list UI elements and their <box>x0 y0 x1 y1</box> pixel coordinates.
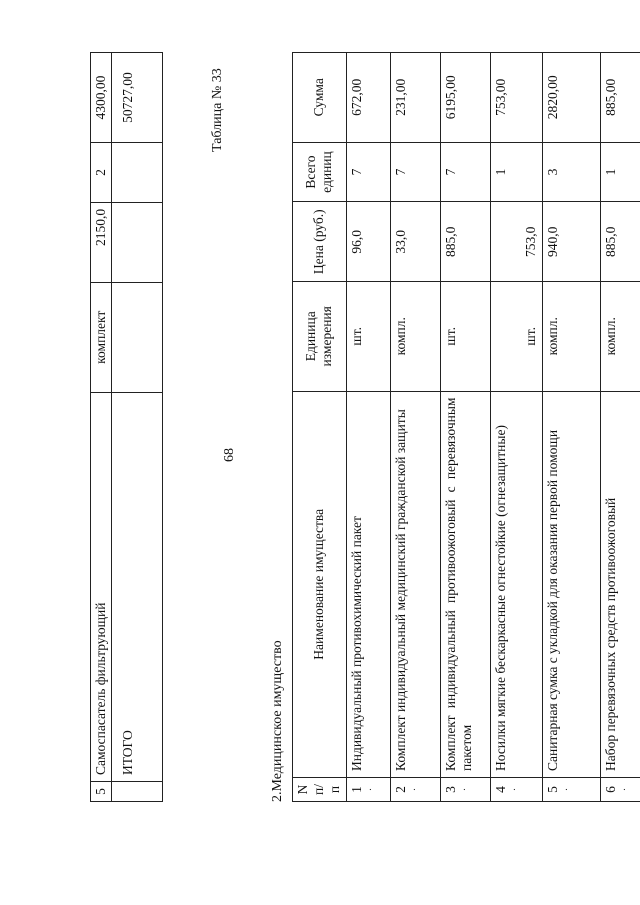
cell-unit: комплект <box>91 282 112 392</box>
header-num: N п/п <box>293 778 347 802</box>
cell-qty: 7 <box>440 142 490 202</box>
cell-qty: 2 <box>91 142 112 202</box>
cell-qty: 1 <box>490 142 542 202</box>
header-row <box>293 53 347 802</box>
cell-price: 885,0 <box>440 202 490 282</box>
rotated-page <box>30 22 628 882</box>
cell-qty: 3 <box>542 142 600 202</box>
header-sum: Сумма <box>293 53 347 143</box>
cell-unit: компл. <box>600 282 640 392</box>
total-row <box>112 53 163 802</box>
cell-qty: 7 <box>390 142 440 202</box>
cell-num: 4 <box>492 786 508 793</box>
cell-sum: 672,00 <box>346 53 390 143</box>
cell-unit: шт. <box>346 282 390 392</box>
cell-name: Индивидуальный противохимический пакет <box>346 391 390 777</box>
table-row: 4 . Носилки мягкие бескаркасные огнестойкие (огнезащитные) шт. 753,0 1 753,00 <box>490 53 542 802</box>
table-row: 6 . Набор перевязочных средств противоожоговый компл. 885,0 1 885,00 <box>600 53 640 802</box>
table-row: 1 . Индивидуальный противохимический пакет шт. 96,0 7 672,00 <box>346 53 390 802</box>
total-label: ИТОГО <box>112 392 163 781</box>
medical-table <box>292 52 640 802</box>
cell-num: 3 <box>442 786 458 793</box>
cell-name: Комплект индивидуальный медицинский гражданской защиты <box>390 391 440 777</box>
table-row: 5 . Санитарная сумка с укладкой для оказания первой помощи компл. 940,0 3 2820,00 <box>542 53 600 802</box>
table-row <box>91 53 112 802</box>
cell-unit: шт. <box>440 282 490 392</box>
header-qty: Всего единиц <box>293 142 347 202</box>
cell-name: Санитарная сумка с укладкой для оказания первой помощи <box>542 391 600 777</box>
cell-name: Набор перевязочных средств противоожоговый <box>600 391 640 777</box>
cell-sum: 4300,00 <box>91 53 112 143</box>
cell-sum: 753,00 <box>490 53 542 143</box>
previous-table <box>90 52 163 802</box>
cell-price: 753,0 <box>490 202 542 282</box>
cell-name: Носилки мягкие бескаркасные огнестойкие (огнезащитные) <box>490 391 542 777</box>
cell-name: Комплект индивидуальный противоожоговый с перевязочным пакетом <box>440 391 490 777</box>
cell-num: 1 <box>348 786 364 793</box>
cell-sum: 6195,00 <box>440 53 490 143</box>
cell-price: 885,0 <box>600 202 640 282</box>
cell-num: 5 <box>544 786 560 793</box>
cell-sum: 885,00 <box>600 53 640 143</box>
table-caption: Таблица № 33 <box>210 68 225 152</box>
cell-unit: шт. <box>490 282 542 392</box>
cell-unit: компл. <box>390 282 440 392</box>
cell-num: 6 <box>602 786 618 793</box>
page-number: 68 <box>222 448 237 462</box>
cell-sum: 2820,00 <box>542 53 600 143</box>
cell-name: Самоспасатель фильтрующий <box>91 392 112 781</box>
cell-unit: компл. <box>542 282 600 392</box>
header-name: Наименование имущества <box>293 391 347 777</box>
cell-qty: 1 <box>600 142 640 202</box>
cell-num: 2 <box>392 786 408 793</box>
table-row: 2 . Комплект индивидуальный медицинский гражданской защиты компл. 33,0 7 231,00 <box>390 53 440 802</box>
header-unit: Единица измерения <box>293 282 347 392</box>
total-sum: 50727,00 <box>112 53 163 143</box>
table-row: 3 . Комплект индивидуальный противоожоговый с перевязочным пакетом шт. 885,0 7 6195,00 <box>440 53 490 802</box>
header-price: Цена (руб.) <box>293 202 347 282</box>
cell-price: 96,0 <box>346 202 390 282</box>
cell-price: 33,0 <box>390 202 440 282</box>
cell-sum: 231,00 <box>390 53 440 143</box>
cell-qty: 7 <box>346 142 390 202</box>
cell-price: 2150,0 <box>91 202 112 282</box>
section-title: 2.Медицинское имущество <box>270 640 285 802</box>
cell-num: 5 <box>91 782 112 802</box>
cell-price: 940,0 <box>542 202 600 282</box>
